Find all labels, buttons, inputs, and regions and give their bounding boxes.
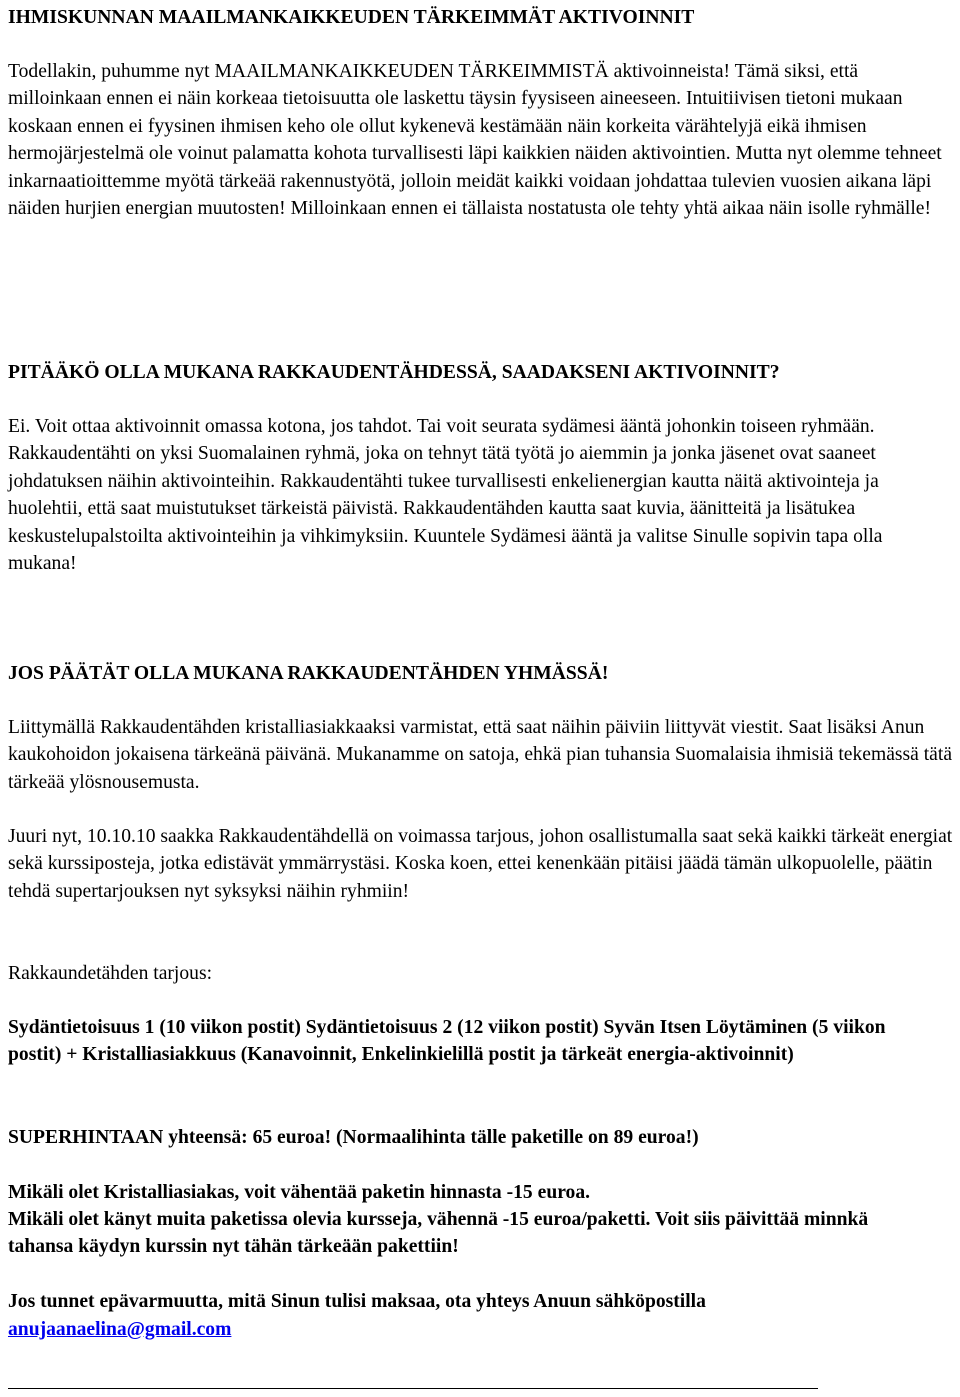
discount-crystal: Mikäli olet Kristalliasiakas, voit vähentää paketin hinnasta -15 euroa. <box>8 1182 591 1203</box>
discount-courses: Mikäli olet känyt muita paketissa olevia kursseja, vähennä -15 euroa/paketti. Voit siis päivittää minnkä tahansa käydyn kurssin nyt tähän tärkeään pakettiin! <box>8 1209 869 1258</box>
paragraph-offer-title: Rakkaundetähden tarjous: <box>8 963 213 984</box>
bottom-divider <box>8 1388 818 1389</box>
offer-package-description: Sydäntietoisuus 1 (10 viikon postit) Sydäntietoisuus 2 (12 viikon postit) Syvän Itsen Löytäminen (5 viikon postit) + Kristalliasiakkuus (Kanavoinnit, Enkelinkielillä postit ja tärkeät energia-aktivoinnit) <box>8 1017 886 1066</box>
heading-join: JOS PÄÄTÄT OLLA MUKANA RAKKAUDENTÄHDEN YHMÄSSÄ! <box>8 663 609 684</box>
heading-question: PITÄÄKÖ OLLA MUKANA RAKKAUDENTÄHDESSÄ, SAADAKSENI AKTIVOINNIT? <box>8 362 780 383</box>
email-link[interactable]: anujaanaelina@gmail.com <box>8 1319 232 1340</box>
offer-price: SUPERHINTAAN yhteensä: 65 euroa! (Normaalihinta tälle paketille on 89 euroa!) <box>8 1127 699 1148</box>
paragraph-answer: Ei. Voit ottaa aktivoinnit omassa kotona, jos tahdot. Tai voit seurata sydämesi ääntä johonkin toiseen ryhmään. Rakkaudentähti on yksi Suomalainen ryhmä, joka on tehnyt tätä työtä jo aiemmin ja jonka jäsenet ovat saaneet johdatuksen näihin aktivointeihin. Rakkaudentähti tukee turvallisesti enkelienergian kautta näitä aktivointeja ja huolehtii, että saat muistutukset tärkeistä päivistä. Rakkaudentähden kautta saat kuvia, äänitteitä ja lisätukea keskustelupalstoilta aktivointeihin ja vihkimyksiin. Kuuntele Sydämesi ääntä ja valitse Sinulle sopivin tapa olla mukana! <box>8 416 883 575</box>
heading-main: IHMISKUNNAN MAAILMANKAIKKEUDEN TÄRKEIMMÄT AKTIVOINNIT <box>8 7 695 28</box>
contact-text: Jos tunnet epävarmuutta, mitä Sinun tulisi maksaa, ota yhteys Anuun sähköpostilla <box>8 1291 706 1312</box>
paragraph-join: Liittymällä Rakkaudentähden kristalliasiakkaaksi varmistat, että saat näihin päiviin liittyvät viestit. Saat lisäksi Anun kaukohoidon jokaisena tärkeänä päivänä. Mukanamme on satoja, ehkä pian tuhansia Suomalaisia ihmisiä tekemässä tätä tärkeää ylösnousemusta. <box>8 717 953 793</box>
paragraph-intro: Todellakin, puhumme nyt MAAILMANKAIKKEUDEN TÄRKEIMMISTÄ aktivoinneista! Tämä siksi, että milloinkaan ennen ei näin korkeaa tietoisuutta ole laskettu täysin fyysiseen aineeseen. Intuitiivisen tietoni mukaan koskaan ennen ei fyysinen ihmisen keho ole ollut kykenevä kestämään näin korkeita värähtelyjä eikä ihmisen hermojärjestelmä ole voinut palamatta kohota turvallisesti läpi kaikkien näiden aktivointien. Mutta nyt olemme tehneet inkarnaatioittemme myötä tärkeää rakennustyötä, jolloin meidät kaikki voidaan johdattaa tulevien vuosien aikana läpi näiden hurjien energian muutosten! Milloinkaan ennen ei tällaista nostatusta ole tehty yhtä aikaa näin isolle ryhmälle! <box>8 61 942 220</box>
paragraph-offer: Juuri nyt, 10.10.10 saakka Rakkaudentähdellä on voimassa tarjous, johon osallistumalla saat sekä kaikki tärkeät energiat sekä kurssiposteja, jotka edistävät ymmärrystäsi. Koska koen, ettei kenenkään pitäisi jäädä tämän ulkopuolelle, päätin tehdä supertarjouksen nyt syksyksi näihin ryhmiin! <box>8 826 953 902</box>
